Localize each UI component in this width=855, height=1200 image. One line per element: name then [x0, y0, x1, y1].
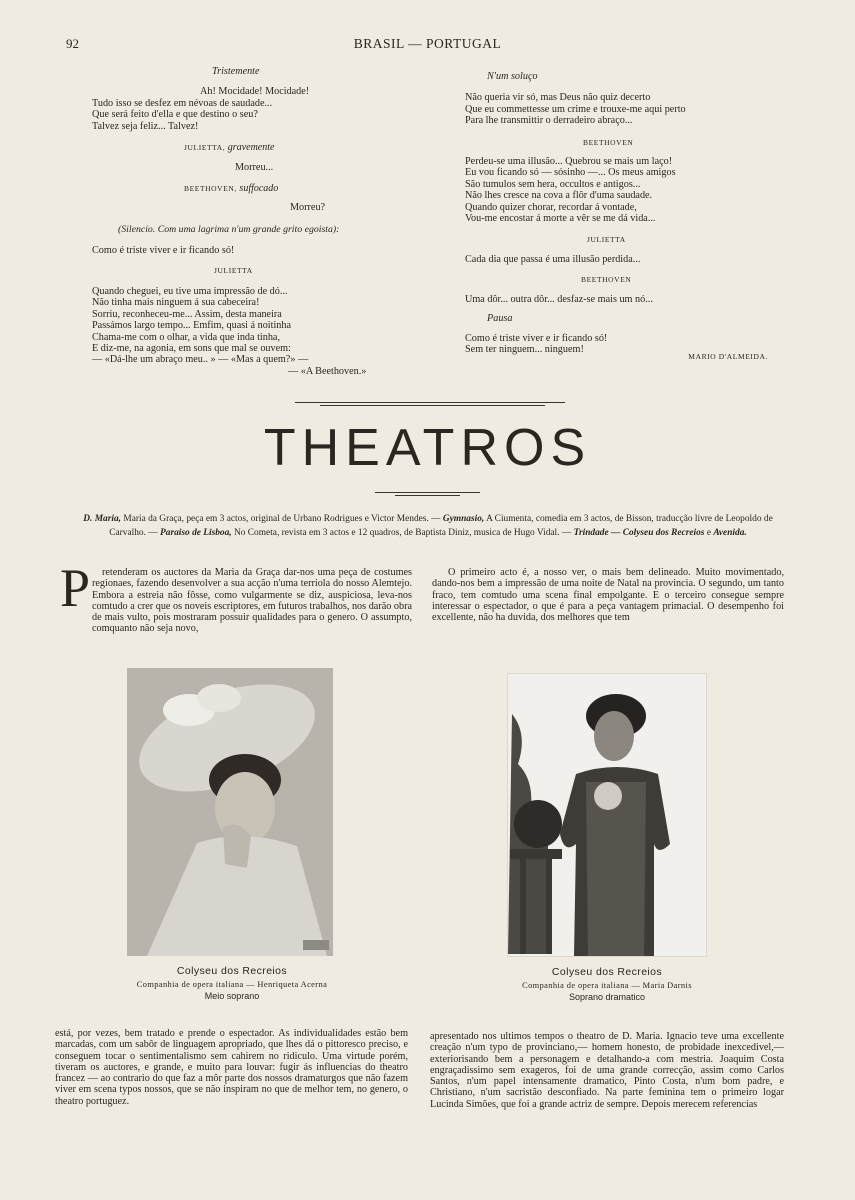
theatre-name: D. Maria,: [83, 514, 122, 524]
listing-text: e: [704, 527, 714, 538]
poem-line: Tudo isso se desfez em névoas de saudade...: [92, 97, 273, 109]
poem-line: São tumulos sem hera, occultos e antigos...: [465, 178, 641, 190]
caption-left: [102, 965, 362, 1001]
listing-text: No Cometa, revista em 3 actos e 12 quadros, de Baptista Diniz, musica de Hugo Vidal. —: [231, 527, 574, 538]
caption-right: [462, 966, 752, 1002]
running-title: BRASIL — PORTUGAL: [353, 36, 502, 51]
theatre-name: Trindade — Colyseu dos Recreios: [573, 527, 705, 538]
poem-line: Como é triste viver e ir ficando só!: [465, 332, 608, 344]
article-paragraph: está, por vezes, bem tratado e prende o espectador. As individualidades estão bem marcadas, com um sabôr de linguagem apropriado, que lhes dá o pittoresco preciso, e conseguem tocar o sentimentalismo sem cahirem no ridiculo. Uma virtude porém, tiveram os auctores, e grande, e muito para louvar: fugir ás influencias do theatro francez — ao contrario do que faz a môr parte dos nossos dramaturgos que não fazem viver em scena typos nossos, que se não inspiram no que de melhor tem, no genero, o theatro portuguez.: [55, 1028, 408, 1107]
poem-right-heading: N'um soluço: [487, 71, 538, 82]
article-top-left: [92, 567, 412, 635]
poem-line: Ah! Mocidade! Mocidade!: [200, 86, 310, 98]
poem-right: [465, 71, 770, 363]
section-title: THEATROS: [263, 419, 592, 477]
poem-left-stanza-1: [92, 86, 392, 132]
caption-voice: Soprano dramatico: [568, 992, 646, 1002]
poem-left-heading: Tristemente: [212, 66, 260, 77]
stage-direction: Pausa: [487, 313, 513, 325]
speaker-name: JULIETTA,: [184, 143, 226, 153]
speaker-name: BEETHOVEN: [583, 137, 634, 147]
divider-rule: [320, 405, 545, 406]
speaker-label: [92, 142, 392, 153]
article-bottom-left: [55, 1028, 408, 1107]
drop-cap: P: [60, 558, 91, 618]
poem-line: Como é triste viver e ir ficando só!: [92, 245, 235, 257]
stage-direction: (Silencio. Com uma lagrima n'um grande grito egoista):: [118, 223, 340, 235]
poem-line: Passámos largo tempo... Emfim, quasi á noitinha: [92, 320, 292, 332]
poem-author: MARIO D'ALMEIDA.: [688, 352, 768, 362]
page-number: 92: [66, 36, 79, 51]
speaker-name: BEETHOVEN: [581, 275, 632, 285]
poem-line: Para lhe transmittir o derradeiro abraço...: [465, 115, 633, 127]
poem-line: Não lhes cresce na cova a flôr d'uma saudade.: [465, 190, 653, 202]
listing-text: A Ciumenta, comedia em 3 actos, de Bisson, traducção livre de Leopoldo de Carvalho. —: [109, 514, 773, 538]
photo-henriqueta-acerna: [127, 668, 333, 956]
theatre-name: Gymnasio,: [442, 514, 485, 524]
theatre-listing: [72, 513, 784, 540]
caption-voice: Meio soprano: [204, 991, 260, 1001]
poem-line: Chama-me com o olhar, a vida que inda tinha,: [92, 331, 281, 343]
page-header: [0, 34, 855, 56]
photo-maria-darnis: [507, 673, 707, 957]
caption-title: Colyseu dos Recreios: [551, 966, 663, 978]
speaker-name: BEETHOVEN,: [184, 183, 237, 193]
poem-line: Morreu?: [290, 202, 326, 214]
portrait-illustration: [508, 674, 706, 956]
theatre-name: Paraiso de Lisboa,: [160, 527, 232, 538]
poem-line: Eu vou ficando só — sósinho —... Os meus amigos: [465, 167, 676, 179]
article-paragraph: apresentado nos ultimos tempos o theatro de D. Maria. Ignacio teve uma excellente creação n'um typo de provinciano,— homem honesto, de probidade inexcedivel,— exteriorisando bem a personagem e detalhando-a com mestria. Joaquim Costa engraçadissimo sem exageros, foi de uma grande correcção, assim como Carlos Santos, n'um papel intensamente dramatico, Pinto Costa, n'um bom padre, e Christiano, n'um sacristão desconfiado. Na parte feminina tem o primeiro logar Lucinda Simões, que foi a grande actriz de sempre. Depois merecem referencias: [430, 1031, 784, 1110]
divider-rule: [295, 402, 565, 403]
divider-rule: [375, 492, 480, 493]
poem-line: — «A Beethoven.»: [288, 365, 367, 377]
divider-rule: [395, 495, 460, 496]
poem-line: Morreu...: [235, 162, 274, 174]
poem-line: Sem ter ninguem... ninguem!: [465, 343, 584, 355]
poem-line: Quando cheguei, eu tive uma impressão de dó...: [92, 285, 288, 297]
stage-direction: gravemente: [227, 142, 275, 154]
speaker-name: JULIETTA: [587, 235, 626, 245]
article-top-right: [432, 567, 784, 623]
article-paragraph: O primeiro acto é, a nosso ver, o mais bem delineado. Muito movimentado, dando-nos bem a impressão de uma noite de Natal na provincia. O segundo, um tanto fraco, tem comtudo uma scena final empolgante. E o terceiro consegue sempre interessar o espectador, o que é para a peça vantagem primacial. O desempenho foi excellente, não ha duvida, dos melhores que tem: [432, 567, 784, 624]
poem-right-stanza-2: [465, 156, 770, 224]
speaker-label: [92, 183, 392, 194]
caption-company: Companhia de opera italiana — Henriqueta Acerna: [136, 980, 328, 989]
portrait-illustration: [127, 668, 333, 956]
poem-line: E diz-me, na agonia, em sons que mal se ouvem:: [92, 342, 291, 354]
article-paragraph: retenderam os auctores da Maria da Graça dar-nos uma peça de costumes regionaes, fazendo desenvolver a sua acção n'uma terriola do nosso Alemtejo. Embora a estreia não fôsse, como vulgarmente se diz, auspiciosa, leva-nos comtudo a crer que os noveis escriptores, em futuros trabalhos, nos darão obra de mais vulto, pois mostraram possuir qualidades para o genero. O assumpto, comquanto não seja novo,: [92, 567, 412, 635]
stage-direction: suffocado: [239, 182, 279, 194]
poem-line: Que eu commettesse um crime e trouxe-me aqui perto: [465, 103, 686, 115]
poem-line: Talvez seja feliz... Talvez!: [92, 120, 199, 132]
poem-line: Uma dôr... outra dôr... desfaz-se mais um nó...: [465, 293, 653, 305]
poem-line: Perdeu-se uma illusão... Quebrou se mais um laço!: [465, 156, 673, 168]
poem-left: [92, 66, 392, 377]
poem-line: Não queria vir só, mas Deus não quiz decerto: [465, 92, 651, 104]
poem-line: Que será feito d'ella e que destino o seu?: [92, 109, 258, 121]
caption-title: Colyseu dos Recreios: [176, 965, 288, 977]
poem-line: — «Dá-lhe um abraço meu.. » — «Mas a quem?» —: [92, 354, 309, 366]
speaker-name: JULIETTA: [214, 266, 253, 276]
poem-line: Não tinha mais ninguem á sua cabeceira!: [92, 297, 260, 309]
caption-company: Companhia de opera italiana — Maria Darnis: [522, 981, 692, 990]
poem-line: Sorriu, reconheceu-me... Assim, desta maneira: [92, 308, 282, 320]
poem-right-stanza-1: [465, 92, 770, 126]
listing-text: Maria da Graça, peça em 3 actos, original de Urbano Rodrigues e Victor Mendes. —: [121, 514, 443, 524]
poem-left-stanza-2: [92, 286, 392, 377]
poem-line: Cada dia que passa é uma illusão perdida...: [465, 253, 641, 265]
poem-line: Quando quizer chorar, recordar á vontade,: [465, 201, 637, 213]
article-bottom-right: [430, 1031, 784, 1110]
poem-line: Vou-me encostar á morte a vêr se me dá vida...: [465, 213, 656, 225]
theatre-name: Avenida.: [713, 527, 747, 538]
